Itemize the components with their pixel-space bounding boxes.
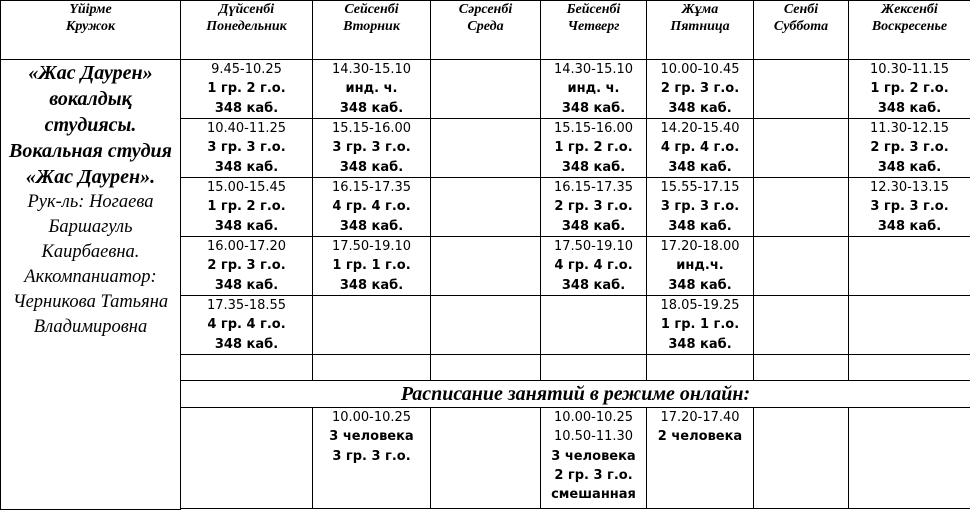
header-tuesday: Сейсенбі Вторник <box>313 1 431 60</box>
slot-thu-3: 17.50-19.10 4 гр. 4 г.о. 348 каб. <box>541 237 647 296</box>
slot-wed-1 <box>431 119 541 178</box>
online-slot-sun <box>849 408 970 509</box>
table-row <box>1 60 970 119</box>
empty-cell <box>754 355 849 381</box>
slot-sat-3 <box>754 237 849 296</box>
slot-sat-4 <box>754 296 849 355</box>
slot-wed-2 <box>431 178 541 237</box>
online-slot-tue: 10.00-10.25 3 человека 3 гр. 3 г.о. <box>313 408 431 509</box>
slot-thu-2: 16.15-17.35 2 гр. 3 г.о. 348 каб. <box>541 178 647 237</box>
slot-mon-3: 16.00-17.20 2 гр. 3 г.о. 348 каб. <box>181 237 313 296</box>
slot-tue-3: 17.50-19.10 1 гр. 1 г.о. 348 каб. <box>313 237 431 296</box>
slot-sun-0: 10.30-11.15 1 гр. 2 г.о. 348 каб. <box>849 60 970 119</box>
slot-mon-4: 17.35-18.55 4 гр. 4 г.о. 348 каб. <box>181 296 313 355</box>
empty-cell <box>313 355 431 381</box>
slot-sat-0 <box>754 60 849 119</box>
slot-fri-2: 15.55-17.15 3 гр. 3 г.о. 348 каб. <box>647 178 754 237</box>
online-slot-fri: 17.20-17.40 2 человека <box>647 408 754 509</box>
empty-cell <box>849 355 970 381</box>
header-sunday: Жексенбі Воскресенье <box>849 1 970 60</box>
slot-mon-1: 10.40-11.25 3 гр. 3 г.о. 348 каб. <box>181 119 313 178</box>
slot-wed-4 <box>431 296 541 355</box>
empty-cell <box>647 355 754 381</box>
circle-info <box>1 60 181 510</box>
slot-fri-3: 17.20-18.00 инд.ч. 348 каб. <box>647 237 754 296</box>
slot-mon-0: 9.45-10.25 1 гр. 2 г.о. 348 каб. <box>181 60 313 119</box>
slot-thu-1: 15.15-16.00 1 гр. 2 г.о. 348 каб. <box>541 119 647 178</box>
empty-cell <box>431 355 541 381</box>
slot-fri-1: 14.20-15.40 4 гр. 4 г.о. 348 каб. <box>647 119 754 178</box>
slot-mon-2: 15.00-15.45 1 гр. 2 г.о. 348 каб. <box>181 178 313 237</box>
slot-tue-1: 15.15-16.00 3 гр. 3 г.о. 348 каб. <box>313 119 431 178</box>
slot-sun-1: 11.30-12.15 2 гр. 3 г.о. 348 каб. <box>849 119 970 178</box>
header-wednesday: Сәрсенбі Среда <box>431 1 541 60</box>
slot-sun-3 <box>849 237 970 296</box>
slot-thu-0: 14.30-15.10 инд. ч. 348 каб. <box>541 60 647 119</box>
slot-wed-3 <box>431 237 541 296</box>
online-slot-thu: 10.00-10.25 10.50-11.30 3 человека 2 гр. 3 г.о. смешанная <box>541 408 647 509</box>
slot-tue-2: 16.15-17.35 4 гр. 4 г.о. 348 каб. <box>313 178 431 237</box>
slot-tue-0: 14.30-15.10 инд. ч. 348 каб. <box>313 60 431 119</box>
circle-name-kz: «Жас Даурен» вокалдық студиясы. <box>1 60 180 138</box>
slot-tue-4 <box>313 296 431 355</box>
header-circle: Үйірме Кружок <box>1 1 181 60</box>
header-friday: Жұма Пятница <box>647 1 754 60</box>
circle-accompanist: Аккомпаниатор: Черникова Татьяна Владимировна <box>1 265 180 340</box>
slot-sun-2: 12.30-13.15 3 гр. 3 г.о. 348 каб. <box>849 178 970 237</box>
empty-cell <box>541 355 647 381</box>
slot-thu-4 <box>541 296 647 355</box>
circle-name-ru: Вокальная студия «Жас Даурен». <box>1 138 180 190</box>
online-schedule-title: Расписание занятий в режиме онлайн: <box>181 381 970 408</box>
slot-sat-2 <box>754 178 849 237</box>
slot-sun-4 <box>849 296 970 355</box>
online-slot-mon <box>181 408 313 509</box>
empty-cell <box>181 355 313 381</box>
slot-wed-0 <box>431 60 541 119</box>
slot-sat-1 <box>754 119 849 178</box>
online-slot-wed <box>431 408 541 509</box>
header-monday: Дүйсенбі Понедельник <box>181 1 313 60</box>
header-row <box>1 1 970 60</box>
slot-fri-0: 10.00-10.45 2 гр. 3 г.о. 348 каб. <box>647 60 754 119</box>
online-slot-sat <box>754 408 849 509</box>
header-thursday: Бейсенбі Четверг <box>541 1 647 60</box>
slot-fri-4: 18.05-19.25 1 гр. 1 г.о. 348 каб. <box>647 296 754 355</box>
circle-leader: Рук-ль: Ногаева Баршагуль Каирбаевна. <box>1 190 180 265</box>
header-saturday: Сенбі Суббота <box>754 1 849 60</box>
